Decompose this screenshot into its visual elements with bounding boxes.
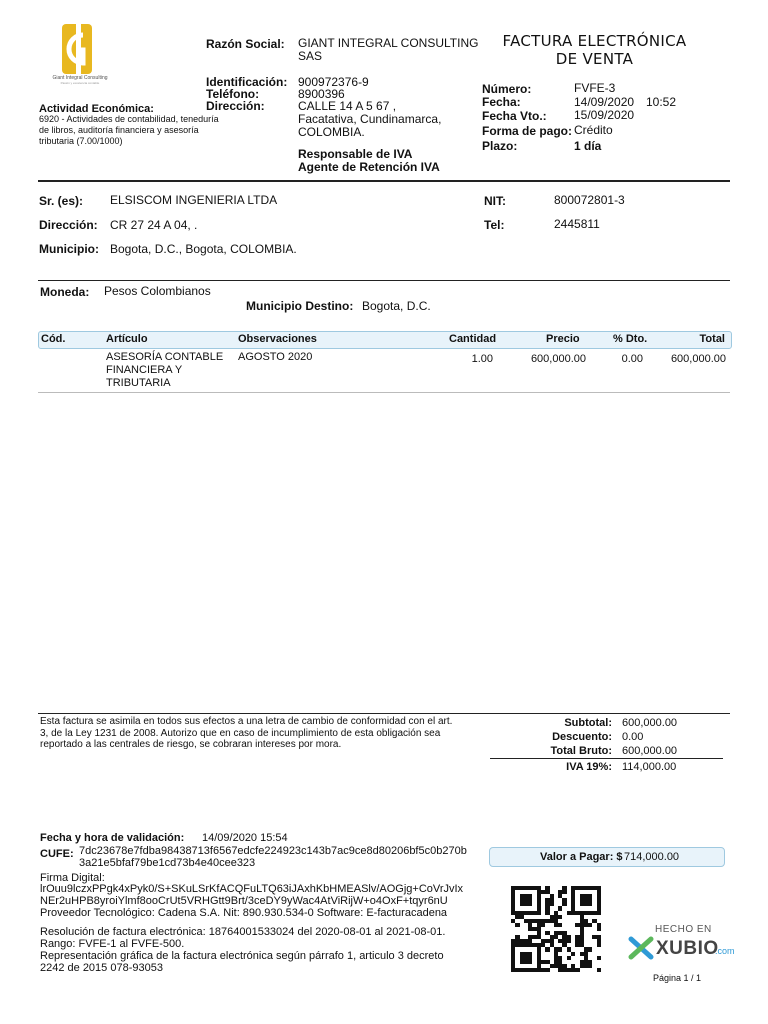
pagina-text: Página 1 / 1 (653, 973, 702, 983)
telefono-value: 8900396 (298, 87, 345, 101)
actividad-value: 6920 - Actividades de contabilidad, teneduría de libros, auditoría financiera y asesoría tributaria (7.00/1000) (39, 114, 219, 146)
company-logo (40, 20, 120, 90)
validacion-label: Fecha y hora de validación: (40, 832, 185, 844)
row-cantidad: 1.00 (471, 353, 493, 365)
representacion-text: Representación gráfica de la factura electrónica según párrafo 1, articulo 3 decreto 2242 de 2015 078-93053 (40, 950, 444, 974)
row-precio: 600,000.00 (530, 353, 586, 365)
row-observaciones: AGOSTO 2020 (238, 351, 313, 363)
col-observaciones: Observaciones (238, 333, 317, 345)
row-dto: 0.00 (621, 353, 643, 365)
tel-value: 2445811 (554, 217, 600, 231)
cufe-label: CUFE: (40, 848, 74, 860)
bruto-value: 600,000.00 (622, 745, 678, 757)
direccion-value: CALLE 14 A 5 67 , Facatativa, Cundinamarca, COLOMBIA. (298, 99, 442, 139)
tel-label: Tel: (484, 218, 505, 232)
invoice-title (482, 32, 707, 68)
logo-tagline: Pasión y excelencia contable (60, 81, 100, 85)
col-cantidad: Cantidad (449, 333, 497, 345)
razon-social-label: Razón Social: (206, 37, 285, 51)
plazo-label: Plazo: (482, 139, 518, 153)
nit-value: 800072801-3 (554, 193, 625, 207)
divider-client (38, 280, 730, 281)
col-cod: Cód. (41, 333, 66, 345)
telefono-label: Teléfono: (206, 87, 260, 101)
descuento-label: Descuento: (552, 731, 612, 743)
moneda-value: Pesos Colombianos (104, 284, 211, 298)
bruto-label: Total Bruto: (550, 745, 612, 757)
direccion-label: Dirección: (206, 99, 265, 113)
subtotal-value: 600,000.00 (622, 717, 678, 729)
hora-value: 10:52 (646, 95, 677, 109)
identificacion-value: 900972376-9 (298, 75, 369, 89)
pagar-label: Valor a Pagar: $ (540, 851, 623, 863)
logo-g-icon (40, 20, 120, 78)
numero-value: FVFE-3 (574, 81, 616, 95)
divider-footer (38, 713, 730, 714)
plazo-value: 1 día (574, 139, 602, 153)
proveedor-text: Proveedor Tecnológico: Cadena S.A. Nit: 890.930.534-0 Software: E-facturacadena (40, 907, 448, 919)
firma-label: Firma Digital: (40, 872, 105, 884)
hecho-en-label: HECHO EN (655, 924, 712, 935)
moneda-label: Moneda: (40, 285, 90, 299)
cliente-label: Sr. (es): (39, 194, 84, 208)
col-total: Total (699, 333, 725, 345)
pago-label: Forma de pago: (482, 124, 573, 138)
cliente-dir-value: CR 27 24 A 04, . (110, 218, 198, 232)
iva-value: 114,000.00 (622, 761, 677, 773)
divider-totals (490, 758, 723, 759)
invoice-title-line1: FACTURA ELECTRÓNICA (502, 32, 687, 50)
firma-value: lrOuu9lczxPPgk4xPyk0/S+SKuLSrKfACQFuLTQ63iJAxhKbHMEASlv/AOGjg+CoVrJvIxNEr2uHPB8yroiYlmf8ooCrUt5VRHGtt9Brt/3ceDY9yWac4AtViRijW+o4OxF+tqyr6nU (40, 883, 464, 907)
items-table-header (38, 331, 732, 349)
row-articulo: ASESORÍA CONTABLE FINANCIERA Y TRIBUTARIA (106, 351, 224, 389)
descuento-value: 0.00 (622, 731, 644, 743)
qr-code (511, 886, 601, 972)
xubio-com-text: .com (715, 946, 735, 956)
valor-a-pagar-box (489, 847, 725, 867)
table-row (38, 350, 730, 392)
razon-social-value: GIANT INTEGRAL CONSULTING SAS (298, 36, 479, 63)
invoice-title-line2: DE VENTA (555, 50, 634, 68)
xubio-text: XUBIO (656, 938, 719, 959)
cufe-value: 7dc23678e7fdba98438713f6567edcfe224923c143b7ac9ce8d80206bf5c0b270b3a21e5bfaf79be1cd73b4e40cee323 (79, 845, 467, 869)
row-total: 600,000.00 (670, 353, 726, 365)
col-articulo: Artículo (106, 333, 148, 345)
agente-retencion: Agente de Retención IVA (298, 160, 440, 174)
pago-value: Crédito (574, 123, 613, 137)
xubio-x-icon (628, 936, 654, 960)
pagar-value: 714,000.00 (624, 851, 680, 863)
subtotal-label: Subtotal: (564, 717, 612, 729)
validacion-value: 14/09/2020 15:54 (202, 832, 288, 844)
actividad-label: Actividad Económica: (39, 103, 154, 115)
responsable-iva: Responsable de IVA (298, 147, 413, 161)
resolucion-text: Resolución de factura electrónica: 18764001533024 del 2020-08-01 al 2021-08-01. Rango: FVFE-1 al FVFE-500. (40, 926, 446, 950)
fecha-value: 14/09/2020 (574, 95, 635, 109)
vto-value: 15/09/2020 (574, 108, 635, 122)
logo-name: Giant Integral Consulting (52, 75, 108, 81)
destino-label: Municipio Destino: (246, 299, 354, 313)
numero-label: Número: (482, 82, 532, 96)
nit-label: NIT: (484, 194, 506, 208)
col-dto: % Dto. (613, 333, 648, 345)
iva-label: IVA 19%: (566, 761, 612, 773)
legal-text: Esta factura se asimila en todos sus efectos a una letra de cambio de conformidad con el art. 3, de la Ley 1231 de 2008. Autorizo que en caso de incumplimiento de esta obligación sea reportado a las centrales de riesgo, se cobraran intereses por mora. (40, 716, 453, 750)
divider-header (38, 180, 730, 182)
vto-label: Fecha Vto.: (482, 109, 547, 123)
cliente-value: ELSISCOM INGENIERIA LTDA (110, 193, 278, 207)
col-precio: Precio (546, 333, 580, 345)
cliente-mun-value: Bogota, D.C., Bogota, COLOMBIA. (110, 242, 297, 256)
destino-value: Bogota, D.C. (362, 299, 431, 313)
cliente-dir-label: Dirección: (39, 218, 98, 232)
cliente-mun-label: Municipio: (39, 242, 99, 256)
fecha-label: Fecha: (482, 95, 521, 109)
divider-table (38, 392, 730, 393)
identificacion-label: Identificación: (206, 75, 288, 89)
